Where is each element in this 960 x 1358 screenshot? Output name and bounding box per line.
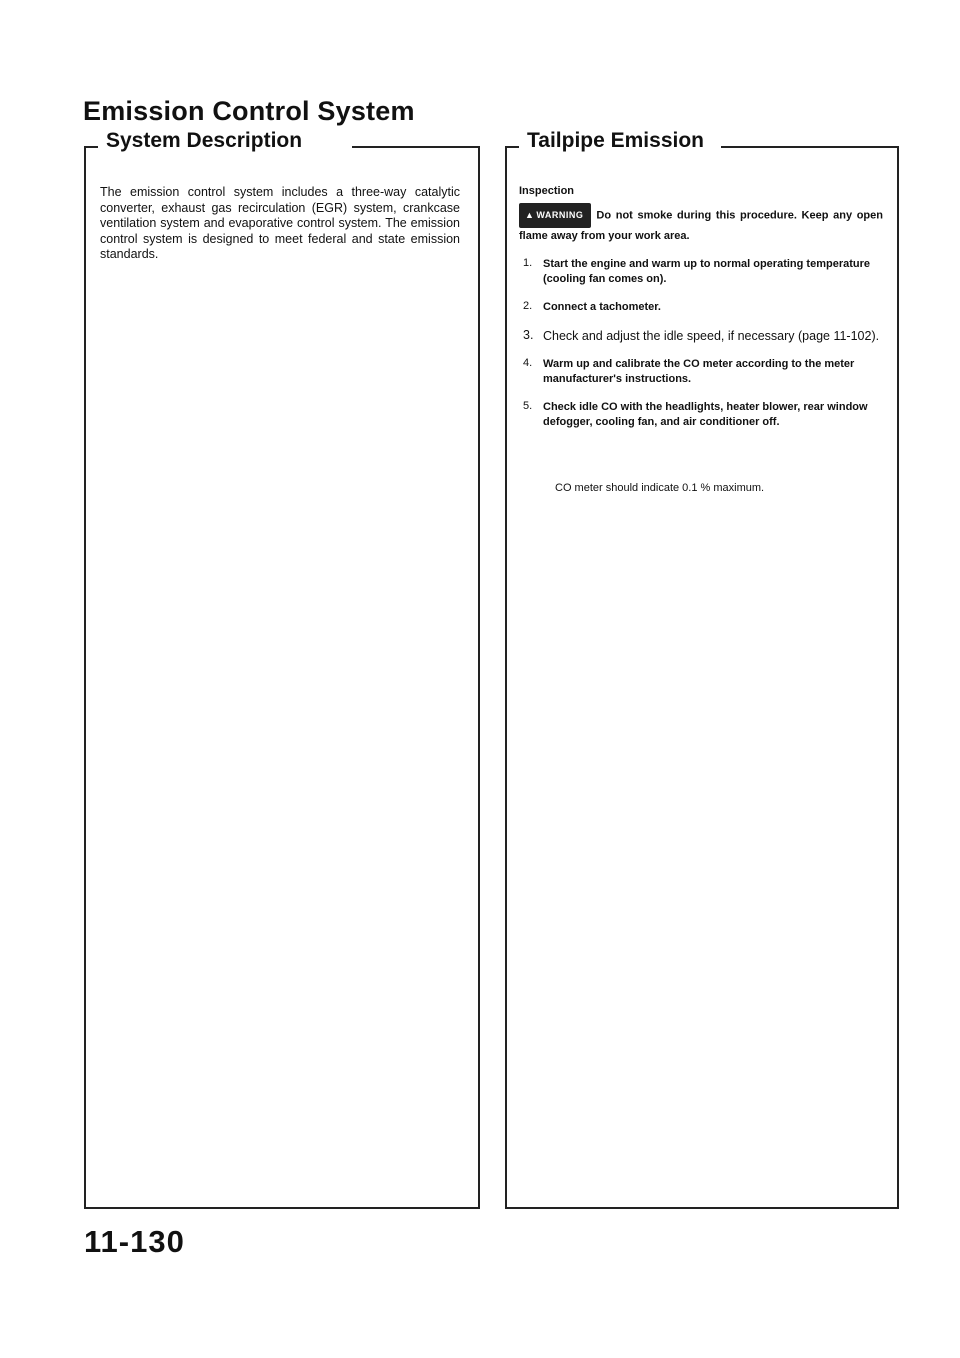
- list-item: [519, 357, 883, 387]
- inspection-steps: [519, 257, 883, 443]
- section-header: [505, 129, 899, 165]
- step-number: 2.: [523, 300, 533, 312]
- step-text: Check idle CO with the headlights, heater blower, rear window defogger, cooling fan, and air conditioner off.: [543, 401, 868, 428]
- warning-triangle-icon: ▲: [525, 210, 535, 220]
- section-heading-system-description: System Description: [106, 129, 306, 153]
- warning-text: Do not smoke during this procedure. Keep any open flame away from your work area.: [519, 209, 883, 242]
- list-item: [519, 257, 883, 287]
- section-header: [84, 129, 480, 165]
- step-number: 5.: [523, 400, 533, 412]
- warning-badge-label: WARNING: [536, 210, 584, 220]
- inspection-heading: Inspection: [519, 185, 575, 197]
- step-number: 4.: [523, 357, 533, 369]
- header-rule-left: [505, 146, 519, 148]
- list-item: [519, 400, 883, 430]
- step-text: Check and adjust the idle speed, if necessary (page 11-102).: [543, 329, 880, 343]
- step-text: Warm up and calibrate the CO meter according to the meter manufacturer's instructions.: [543, 358, 855, 385]
- system-description-panel: [84, 129, 480, 1209]
- step-number: 3.: [523, 328, 534, 342]
- warning-notice: [519, 203, 883, 245]
- step-text: Connect a tachometer.: [543, 301, 661, 313]
- tailpipe-emission-panel: [505, 129, 899, 1209]
- system-description-text: The emission control system includes a three-way catalytic converter, exhaust gas recirculation (EGR) system, crankcase ventilation system and evaporative control system. The emission control system is designed to meet federal and state emission standards.: [100, 185, 460, 261]
- warning-badge: [519, 203, 591, 228]
- header-rule-left: [84, 146, 98, 148]
- header-rule-right: [352, 146, 480, 148]
- section-heading-tailpipe-emission: Tailpipe Emission: [527, 129, 708, 153]
- page-title: Emission Control System: [83, 96, 415, 126]
- step-text: Start the engine and warm up to normal operating temperature (cooling fan comes on).: [543, 258, 870, 285]
- header-rule-right: [721, 146, 899, 148]
- co-meter-note: CO meter should indicate 0.1 % maximum.: [555, 482, 765, 494]
- list-item: [519, 300, 883, 315]
- step-number: 1.: [523, 257, 533, 269]
- list-item: [519, 328, 883, 344]
- page-number: 11-130: [84, 1224, 185, 1259]
